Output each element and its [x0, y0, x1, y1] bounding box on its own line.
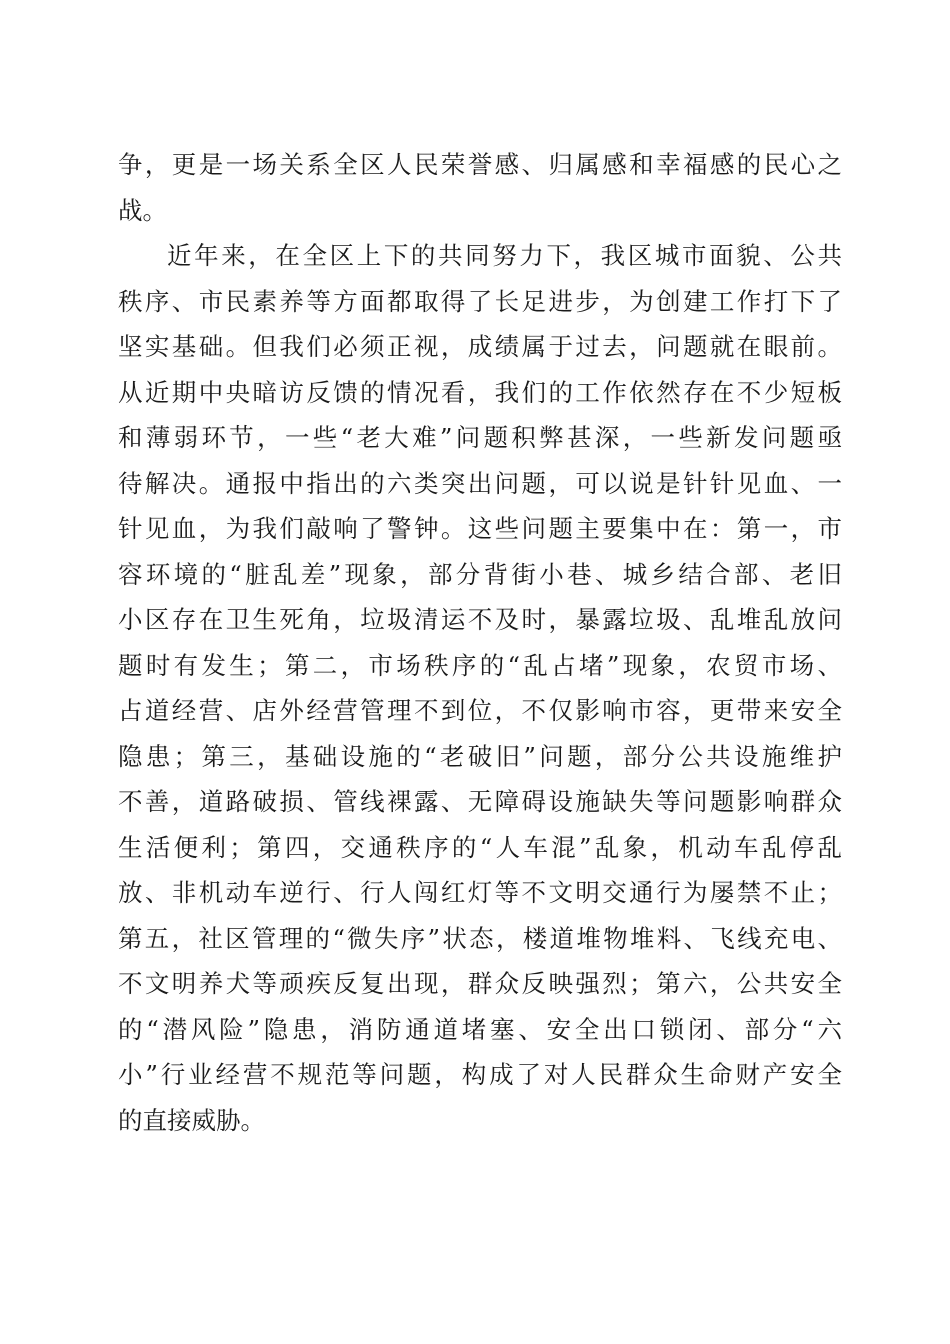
text-line: 的直接威胁。	[118, 1105, 265, 1135]
text-line: 题时有发生；第二，市场秩序的“乱占堵”现象，农贸市场、	[118, 650, 842, 680]
text-line: 和薄弱环节，一些“老大难”问题积弊甚深，一些新发问题亟	[118, 423, 842, 452]
text-line: 从近期中央暗访反馈的情况看，我们的工作依然存在不少短板	[118, 377, 842, 407]
text-line: 坚实基础。但我们必须正视，成绩属于过去，问题就在眼前。	[118, 332, 842, 361]
text-line: 不文明养犬等顽疾反复出现，群众反映强烈；第六，公共安全	[118, 969, 842, 998]
text-line: 小”行业经营不规范等问题，构成了对人民群众生命财产安全	[118, 1060, 842, 1089]
text-line: 第五，社区管理的“微失序”状态，楼道堆物堆料、飞线充电、	[118, 923, 842, 953]
text-line: 针见血，为我们敲响了警钟。这些问题主要集中在：第一，市	[118, 514, 842, 543]
text-line: 小区存在卫生死角，垃圾清运不及时，暴露垃圾、乱堆乱放问	[118, 605, 842, 634]
text-line: 近年来，在全区上下的共同努力下，我区城市面貌、公共	[167, 241, 842, 270]
text-line: 生活便利；第四，交通秩序的“人车混”乱象，机动车乱停乱	[118, 832, 842, 862]
text-line: 容环境的“脏乱差”现象，部分背街小巷、城乡结合部、老旧	[118, 559, 842, 589]
text-line: 待解决。通报中指出的六类突出问题，可以说是针针见血、一	[118, 468, 842, 498]
text-line: 占道经营、店外经营管理不到位，不仅影响市容，更带来安全	[118, 696, 842, 725]
text-line: 隐患；第三，基础设施的“老破旧”问题，部分公共设施维护	[118, 741, 842, 771]
text-line: 秩序、市民素养等方面都取得了长足进步，为创建工作打下了	[118, 286, 842, 316]
text-line: 战。	[118, 195, 167, 225]
text-line: 不善，道路破损、管线裸露、无障碍设施缺失等问题影响群众	[118, 787, 842, 816]
text-line: 放、非机动车逆行、行人闯红灯等不文明交通行为屡禁不止；	[118, 878, 842, 907]
text-line: 争，更是一场关系全区人民荣誉感、归属感和幸福感的民心之	[118, 150, 842, 179]
body-text	[118, 142, 842, 1143]
text-line: 的“潜风险”隐患，消防通道堵塞、安全出口锁闭、部分“六	[118, 1014, 842, 1044]
